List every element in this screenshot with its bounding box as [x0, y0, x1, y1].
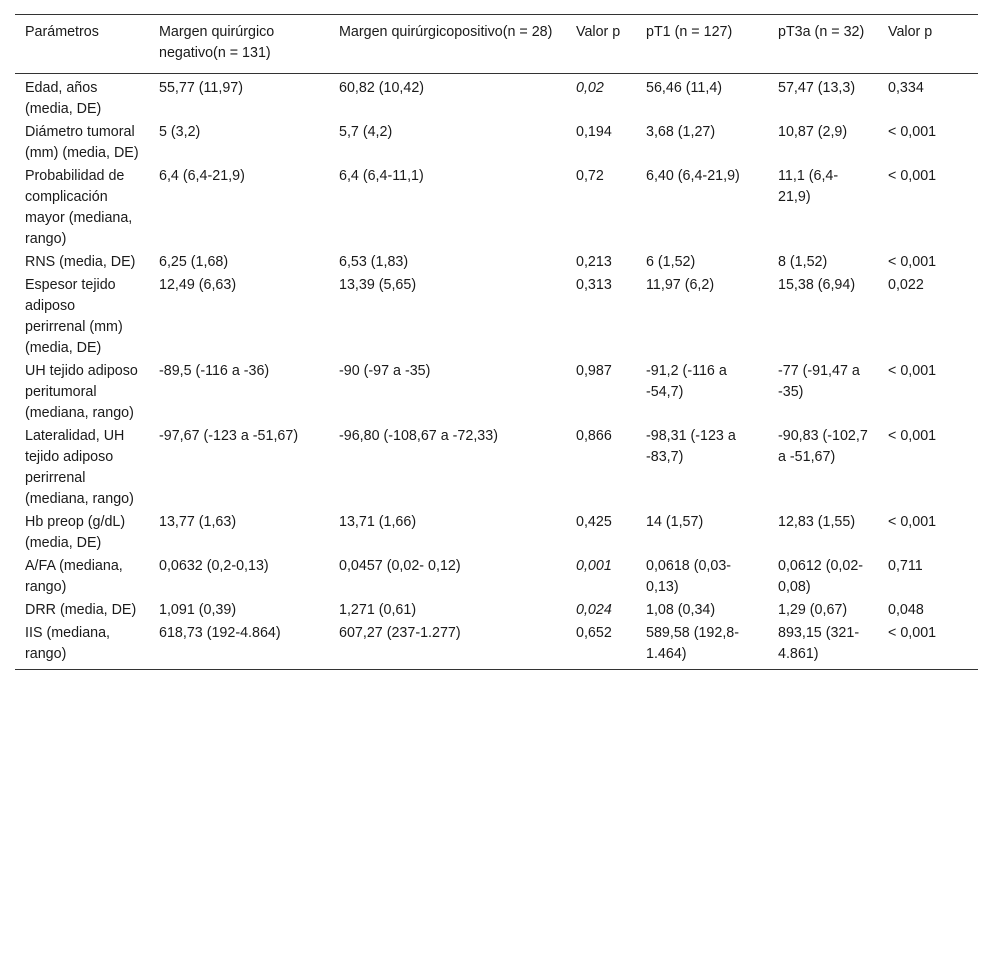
cell-valor-p-1: 0,024	[576, 602, 612, 618]
cell-parametro: DRR (media, DE)	[25, 602, 137, 618]
cell-margen-positivo: 60,82 (10,42)	[339, 80, 425, 96]
table-row	[15, 165, 978, 251]
cell-margen-positivo: -96,80 (-108,67 a -72,33)	[339, 428, 498, 444]
results-table	[15, 14, 978, 670]
table-body	[15, 74, 978, 670]
cell-margen-positivo: 13,39 (5,65)	[339, 277, 417, 293]
cell-margen-negativo: 5 (3,2)	[159, 124, 201, 140]
cell-margen-positivo: 13,71 (1,66)	[339, 514, 417, 530]
cell-pt1: 56,46 (11,4)	[646, 80, 723, 96]
cell-pt3a: 0,0612 (0,02-0,08)	[778, 558, 864, 595]
table-row	[15, 425, 978, 511]
cell-pt3a: 1,29 (0,67)	[778, 602, 848, 618]
cell-parametro: UH tejido adiposo peritumoral (mediana, rango)	[25, 363, 138, 421]
cell-pt1: -91,2 (-116 a -54,7)	[646, 363, 727, 400]
cell-margen-positivo: 6,53 (1,83)	[339, 254, 409, 270]
table-row	[15, 74, 978, 122]
cell-margen-negativo: 6,25 (1,68)	[159, 254, 229, 270]
cell-valor-p-1: 0,001	[576, 558, 612, 574]
cell-pt1: 3,68 (1,27)	[646, 124, 716, 140]
cell-valor-p-2: < 0,001	[888, 363, 937, 379]
cell-pt1: 11,97 (6,2)	[646, 277, 715, 293]
table-row	[15, 360, 978, 425]
cell-valor-p-2: < 0,001	[888, 514, 937, 530]
cell-valor-p-1: 0,213	[576, 254, 612, 270]
cell-margen-negativo: 55,77 (11,97)	[159, 80, 243, 96]
table-row	[15, 622, 978, 670]
cell-pt1: 1,08 (0,34)	[646, 602, 716, 618]
cell-valor-p-1: 0,987	[576, 363, 612, 379]
header-pt1: pT1 (n = 127)	[646, 24, 733, 40]
cell-parametro: Espesor tejido adiposo perirrenal (mm) (media, DE)	[25, 277, 123, 356]
cell-margen-positivo: 607,27 (237-1.277)	[339, 625, 461, 641]
cell-margen-positivo: 5,7 (4,2)	[339, 124, 393, 140]
cell-valor-p-2: < 0,001	[888, 428, 937, 444]
cell-margen-negativo: 0,0632 (0,2-0,13)	[159, 558, 269, 574]
table-row	[15, 599, 978, 622]
cell-valor-p-2: < 0,001	[888, 254, 937, 270]
table-row	[15, 555, 978, 599]
cell-margen-negativo: 13,77 (1,63)	[159, 514, 237, 530]
table-header	[15, 15, 978, 74]
cell-valor-p-1: 0,425	[576, 514, 612, 530]
header-valor-p-1: Valor p	[576, 24, 621, 40]
table-row	[15, 251, 978, 274]
cell-margen-negativo: -97,67 (-123 a -51,67)	[159, 428, 299, 444]
cell-parametro: A/FA (mediana, rango)	[25, 558, 123, 595]
cell-parametro: Lateralidad, UH tejido adiposo perirrenal (mediana, rango)	[25, 428, 134, 507]
cell-pt3a: -90,83 (-102,7 a -51,67)	[778, 428, 868, 465]
cell-pt1: 14 (1,57)	[646, 514, 704, 530]
header-margen-positivo: Margen quirúrgicopositivo(n = 28)	[339, 24, 553, 40]
cell-parametro: Edad, años (media, DE)	[25, 80, 102, 117]
cell-pt1: 589,58 (192,8-1.464)	[646, 625, 739, 662]
cell-parametro: Probabilidad de complicación mayor (mediana, rango)	[25, 168, 133, 247]
header-pt3a: pT3a (n = 32)	[778, 24, 865, 40]
cell-valor-p-2: < 0,001	[888, 124, 937, 140]
cell-parametro: Diámetro tumoral (mm) (media, DE)	[25, 124, 139, 161]
cell-margen-negativo: 1,091 (0,39)	[159, 602, 237, 618]
cell-valor-p-1: 0,194	[576, 124, 612, 140]
table-row	[15, 511, 978, 555]
cell-pt3a: 57,47 (13,3)	[778, 80, 856, 96]
cell-valor-p-2: < 0,001	[888, 168, 937, 184]
cell-pt3a: 15,38 (6,94)	[778, 277, 856, 293]
cell-valor-p-1: 0,72	[576, 168, 604, 184]
cell-margen-positivo: 0,0457 (0,02- 0,12)	[339, 558, 461, 574]
cell-pt3a: -77 (-91,47 a -35)	[778, 363, 860, 400]
cell-pt1: 6 (1,52)	[646, 254, 696, 270]
cell-pt1: 0,0618 (0,03-0,13)	[646, 558, 732, 595]
cell-margen-negativo: 6,4 (6,4-21,9)	[159, 168, 245, 184]
cell-valor-p-2: 0,048	[888, 602, 924, 618]
cell-margen-negativo: 12,49 (6,63)	[159, 277, 237, 293]
cell-parametro: RNS (media, DE)	[25, 254, 136, 270]
cell-pt3a: 8 (1,52)	[778, 254, 828, 270]
cell-pt3a: 11,1 (6,4-21,9)	[778, 168, 839, 205]
header-row	[15, 15, 978, 74]
cell-pt1: -98,31 (-123 a -83,7)	[646, 428, 736, 465]
table-row	[15, 274, 978, 360]
cell-valor-p-2: 0,022	[888, 277, 924, 293]
cell-pt3a: 10,87 (2,9)	[778, 124, 848, 140]
cell-pt1: 6,40 (6,4-21,9)	[646, 168, 740, 184]
cell-margen-positivo: 6,4 (6,4-11,1)	[339, 168, 424, 184]
header-parametros: Parámetros	[25, 24, 99, 40]
cell-parametro: Hb preop (g/dL) (media, DE)	[25, 514, 126, 551]
cell-valor-p-2: < 0,001	[888, 625, 937, 641]
cell-valor-p-1: 0,652	[576, 625, 612, 641]
cell-margen-negativo: -89,5 (-116 a -36)	[159, 363, 270, 379]
header-margen-negativo: Margen quirúrgico negativo(n = 131)	[159, 24, 275, 61]
header-valor-p-2: Valor p	[888, 24, 933, 40]
cell-valor-p-2: 0,334	[888, 80, 924, 96]
cell-margen-positivo: 1,271 (0,61)	[339, 602, 417, 618]
table-row	[15, 121, 978, 165]
cell-margen-negativo: 618,73 (192-4.864)	[159, 625, 281, 641]
cell-valor-p-1: 0,02	[576, 80, 604, 96]
cell-margen-positivo: -90 (-97 a -35)	[339, 363, 431, 379]
cell-valor-p-1: 0,866	[576, 428, 612, 444]
cell-valor-p-1: 0,313	[576, 277, 612, 293]
cell-pt3a: 893,15 (321-4.861)	[778, 625, 860, 662]
cell-valor-p-2: 0,711	[888, 558, 923, 574]
cell-parametro: IIS (mediana, rango)	[25, 625, 111, 662]
cell-pt3a: 12,83 (1,55)	[778, 514, 856, 530]
